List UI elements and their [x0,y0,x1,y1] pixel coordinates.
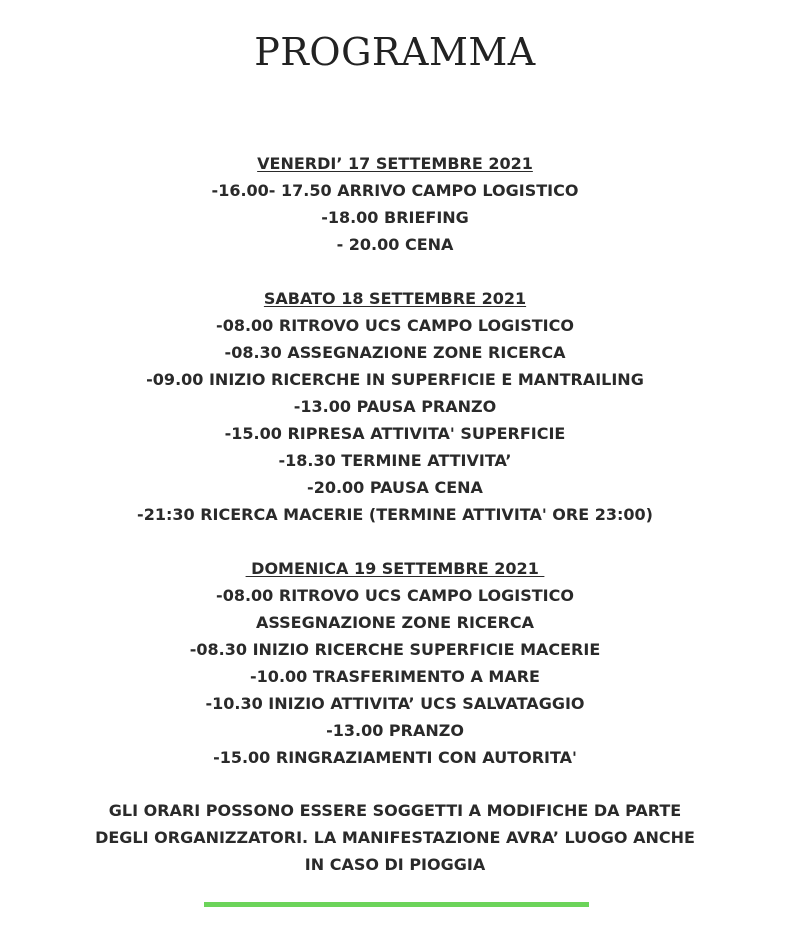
page-title: PROGRAMMA [254,30,536,74]
sunday-schedule [0,555,790,771]
schedule-item: -18.30 TERMINE ATTIVITA’ [278,451,512,470]
schedule-item: -08.00 RITROVO UCS CAMPO LOGISTICO [216,316,574,335]
notice-line: GLI ORARI POSSONO ESSERE SOGGETTI A MODIFICHE DA PARTE [108,801,682,820]
notice-line: IN CASO DI PIOGGIA [304,855,486,874]
decorative-divider [204,902,589,907]
schedule-item: -15.00 RINGRAZIAMENTI CON AUTORITA' [213,748,577,767]
schedule-item: -21:30 RICERCA MACERIE (TERMINE ATTIVITA' ORE 23:00) [137,505,653,524]
schedule-item: -13.00 PAUSA PRANZO [293,397,497,416]
schedule-item: -18.00 BRIEFING [321,208,469,227]
notice-line: DEGLI ORGANIZZATORI. LA MANIFESTAZIONE AVRA’ LUOGO ANCHE [95,828,695,847]
schedule-item: -15.00 RIPRESA ATTIVITA' SUPERFICIE [224,424,566,443]
schedule-item: -16.00- 17.50 ARRIVO CAMPO LOGISTICO [211,181,579,200]
schedule-item: -10.00 TRASFERIMENTO A MARE [250,667,540,686]
schedule-item: - 20.00 CENA [336,235,454,254]
schedule-item: -10.30 INIZIO ATTIVITA’ UCS SALVATAGGIO [205,694,585,713]
saturday-schedule [0,285,790,528]
schedule-item: ASSEGNAZIONE ZONE RICERCA [255,613,535,632]
schedule-item: -08.00 RITROVO UCS CAMPO LOGISTICO [216,586,574,605]
schedule-item: -08.30 INIZIO RICERCHE SUPERFICIE MACERIE [189,640,601,659]
saturday-heading: SABATO 18 SETTEMBRE 2021 [263,289,527,308]
schedule-item: -09.00 INIZIO RICERCHE IN SUPERFICIE E MANTRAILING [146,370,644,389]
schedule-item: -08.30 ASSEGNAZIONE ZONE RICERCA [224,343,566,362]
schedule-item: -13.00 PRANZO [326,721,464,740]
friday-schedule [0,150,790,258]
schedule-notice [0,797,790,878]
schedule-item: -20.00 PAUSA CENA [307,478,483,497]
friday-heading: VENERDI’ 17 SETTEMBRE 2021 [257,154,533,173]
sunday-heading: DOMENICA 19 SETTEMBRE 2021 [245,559,545,578]
